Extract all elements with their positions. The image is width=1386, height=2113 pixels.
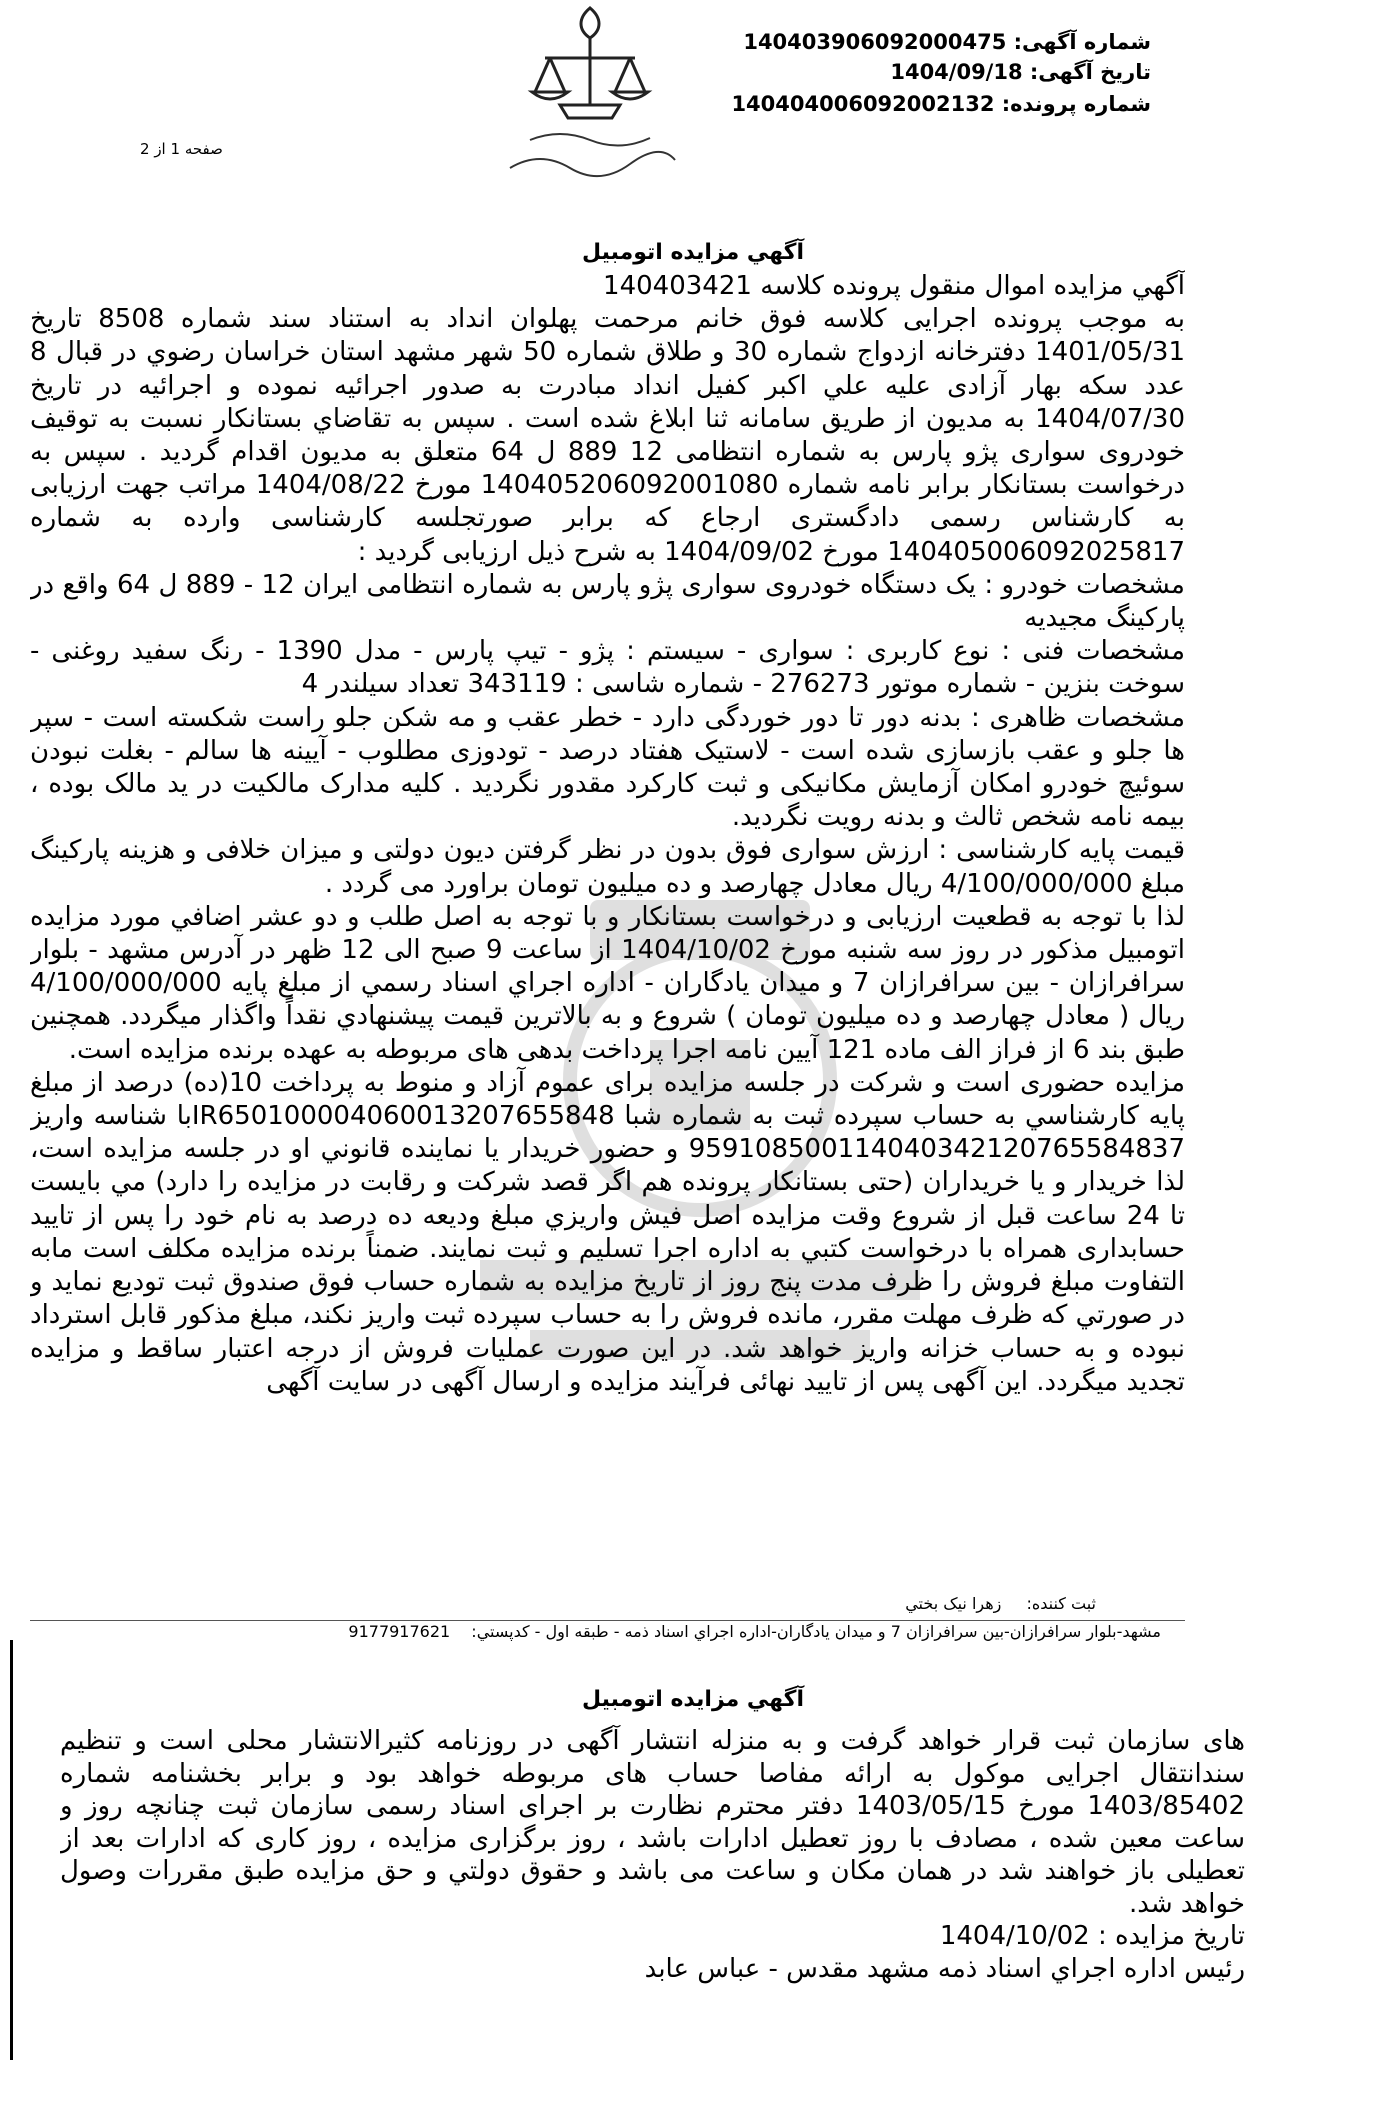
page-indicator: صفحه 1 از 2: [140, 140, 223, 158]
notice-1-paragraph: مزايده حضوری است و شركت در جلسه مزايده برای عموم آزاد و منوط به پرداخت 10(ده) درصد از مبلغ پايه كارشناسي به حساب سپرده ثبت به شماره شبا IR650100004060013207655848با شناسه واريز 959108500114040342120765584837 و حضور خريدار يا نماينده قانوني او در جلسه مزايده است، لذا خريدار و يا خريداران (حتی بستانكار پرونده هم اگر قصد شركت و رقابت در مزايده را دارد) مي بايست تا 24 ساعت قبل از شروع وقت مزايده اصل فيش واريزي مبلغ وديعه ده درصد به نام خود را پس از تاييد حسابداری همراه با درخواست كتبي به اداره اجرا تسليم و ثبت نمايند. ضمناً برنده مزايده مكلف است مابه التفاوت مبلغ فروش را ظرف مدت پنج روز از تاريخ مزايده به شماره حساب فوق صندوق ثبت توديع نمايد و در صورتي كه ظرف مهلت مقرر، مانده فروش را به حساب سپرده ثبت واريز نكند، مبلغ مذكور قابل استرداد نبوده و به حساب خزانه واريز خواهد شد. در اين صورت عمليات فروش از درجه اعتبار ساقط و مزايده تجديد ميگردد. اين آگهی پس از تاييد نهائی فرآيند مزايده و ارسال آگهی در سايت آگهی: [30, 1067, 1185, 1397]
registrar-name: زهرا نيک بختي: [905, 1594, 1002, 1613]
notice-1-paragraph: قيمت پايه كارشناسی : ارزش سواری فوق بدون در نظر گرفتن ديون دولتی و ميزان خلافی و هزينه پاركينگ مبلغ 4/100/000/000 ريال معادل چهارصد و ده ميليون تومان براورد می گردد .: [30, 835, 1185, 899]
footer-address-row: [348, 1622, 1161, 1641]
notice-1-paragraph: مشخصات خودرو : يک دستگاه خودروی سواری پژو پارس به شماره انتظامی ايران 12 - 889 ل 64 واقع در پاركينگ مجيديه: [30, 569, 1185, 634]
judiciary-emblem-logo: [490, 0, 690, 185]
notice-1-body: [30, 270, 1185, 1590]
file-number: 140404006092002132: [731, 92, 995, 116]
registrar-row: [905, 1594, 1096, 1613]
notice-2-title: آگهي مزايده اتومبيل: [581, 1687, 805, 1712]
file-number-row: [731, 92, 1151, 116]
footer-address: مشهد-بلوار سرافرازان-بين سرافرازان 7 و ميدان يادگاران-اداره اجراي اسناد ذمه - طبقه اول - كدپستي:: [471, 1622, 1161, 1641]
notice-1-paragraph: مشخصات فنی : نوع كاربری : سواری - سيستم : پژو - تيپ پارس - مدل 1390 - رنگ سفيد روغنی - سوخت بنزين - شماره موتور 276273 - شماره شاسی : 343119 تعداد سيلندر 4: [30, 636, 1185, 700]
notice-number-row: [743, 30, 1151, 54]
notice-number: 140403906092000475: [743, 30, 1007, 54]
notice-1-paragraph: لذا با توجه به قطعيت ارزيابی و درخواست بستانكار و با توجه به اصل طلب و دو عشر اضافي مورد مزايده اتومبيل مذكور در روز سه شنبه مورخ 1404/10/02 از ساعت 9 صبح الی 12 ظهر در آدرس مشهد - بلوار سرافرازان - بين سرافرازان 7 و ميدان يادگاران - اداره اجراي اسناد رسمي از مبلغ پايه 4/100/000/000 ريال ( معادل چهارصد و ده ميليون تومان ) شروع و به بالاترين قيمت پيشنهادي نقداً واگذار ميگردد. همچنين طبق بند 6 از فراز الف ماده 121 آيين نامه اجرا پرداخت بدهی های مربوطه به عهده برنده مزايده است.: [30, 901, 1185, 1065]
notice-2-signature: رئيس اداره اجراي اسناد ذمه مشهد مقدس - عباس عابد: [644, 1953, 1245, 1984]
file-number-label: شماره پرونده:: [1001, 92, 1151, 116]
registrar-label: ثبت كننده:: [1026, 1594, 1096, 1613]
notice-number-label: شماره آگهی:: [1013, 30, 1151, 54]
notice-1-paragraph: مشخصات ظاهری : بدنه دور تا دور خوردگی دارد - خطر عقب و مه شكن جلو راست شكسته است - سپر ها جلو و عقب بازسازی شده است - لاستيک هفتاد درصد - تودوزی مطلوب - آيينه ها سالم - بغلت نبودن سوئيچ خودرو امكان آزمايش مكانيكی و ثبت كاركرد مقدور نگرديد . كليه مدارک مالكيت در يد مالک بوده ، بيمه نامه شخص ثالث و بدنه رويت نگرديد.: [30, 702, 1185, 833]
notice-date-label: تاریخ آگهی:: [1029, 60, 1151, 84]
notice-2-body: [60, 1725, 1245, 2050]
notice-2-date: تاريخ مزايده : 1404/10/02: [939, 1921, 1245, 1951]
notice-1-title: آگهي مزايده اتومبيل: [581, 240, 805, 265]
notice-2-paragraph: های سازمان ثبت قرار خواهد گرفت و به منزله انتشار آگهی در روزنامه كثيرالانتشار محلی است و تنظيم سندانتقال اجرايی موكول به ارائه مفاصا حساب های مربوطه خواهد بود و برابر بخشنامه شماره 1403/85402 مورخ 1403/05/15 دفتر محترم نظارت بر اجرای اسناد رسمی سازمان ثبت چنانچه روز و ساعت معين شده ، مصادف با روز تعطيل ادارات باشد ، روز برگزاری مزايده ، روز كاری كه ادارات بعد از تعطيلی باز خواهند شد در همان مكان و ساعت می باشد و حقوق دولتي و حق مزايده طبق مقررات وصول خواهد شد.: [60, 1726, 1245, 1919]
notice-date: 1404/09/18: [890, 60, 1023, 84]
notice-1-paragraph: آگهي مزايده اموال منقول پرونده كلاسه 140403421: [603, 271, 1185, 301]
notice-1-paragraph: به موجب پرونده اجرايی كلاسه فوق خانم مرحمت پهلوان انداد به استناد سند شماره 8508 تاريخ 1401/05/31 دفترخانه ازدواج شماره 30 و طلاق شماره 50 شهر مشهد استان خراسان رضوي در قبال 8 عدد سكه بهار آزادی عليه علي اكبر كفيل انداد مبادرت به صدور اجرائيه نموده و اجرائيه در تاريخ 1404/07/30 به مديون از طريق سامانه ثنا ابلاغ شده است . سپس به تقاضاي بستانكار نسبت به توقيف خودروی سواری پژو پارس به شماره انتظامی 12 889 ل 64 متعلق به مديون اقدام گرديد . سپس به درخواست بستانكار برابر نامه شماره 140405206092001080 مورخ 1404/08/22 مراتب جهت ارزيابی به كارشناس رسمی دادگستری ارجاع كه برابر صورتجلسه كارشناسی وارده به شماره 140405006092025817 مورخ 1404/09/02 به شرح ذيل ارزيابی گرديد :: [30, 304, 1185, 567]
footer-phone: 9177917621: [348, 1622, 451, 1641]
notice-date-row: [890, 60, 1151, 84]
footer-divider: [30, 1620, 1185, 1621]
